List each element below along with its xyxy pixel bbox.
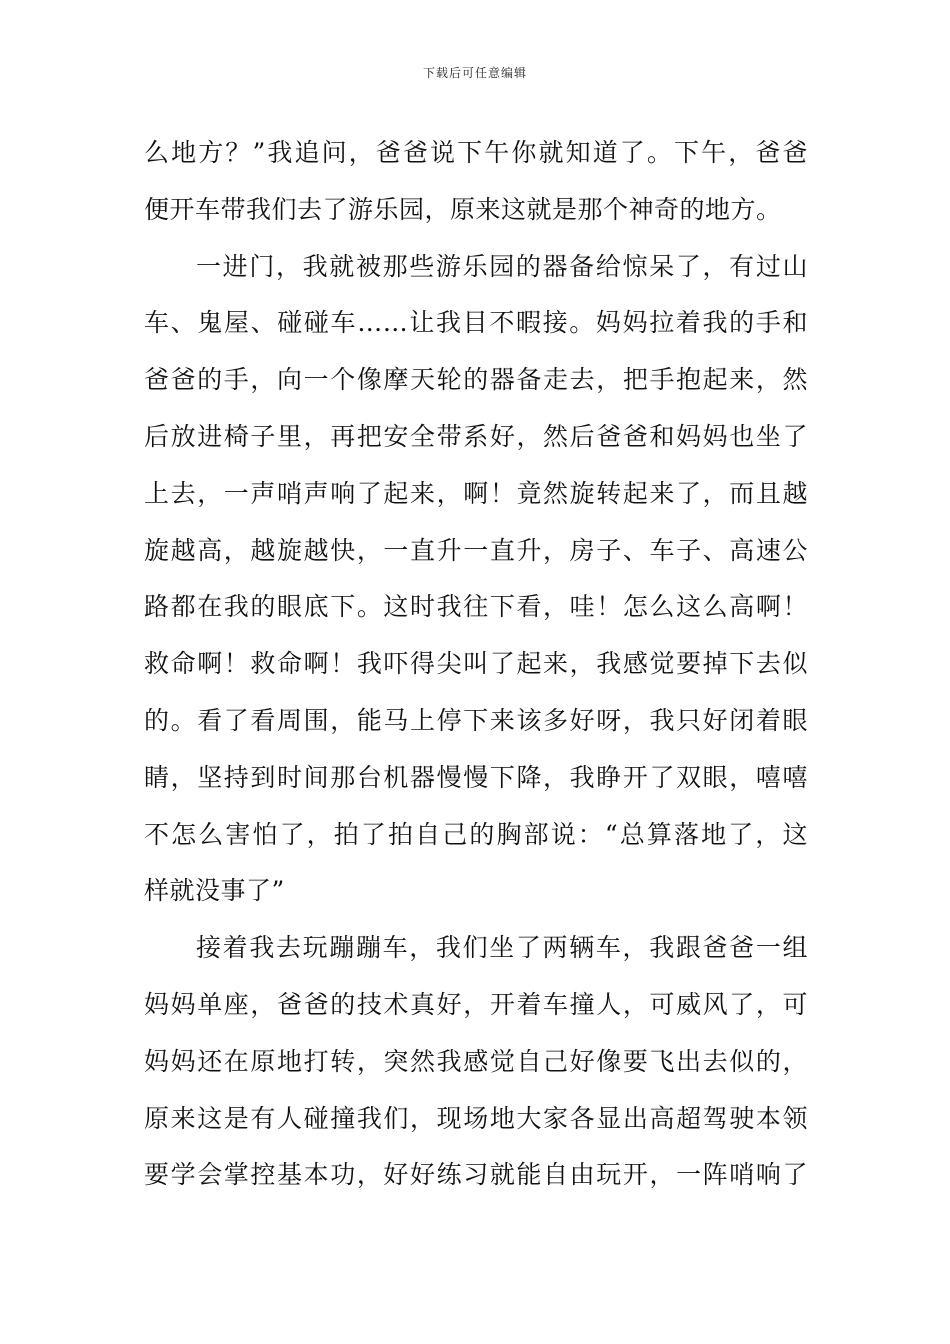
text-line: 一进门，我就被那些游乐园的器备给惊呆了，有过山: [196, 251, 808, 281]
text-line: 样就没事了”: [144, 876, 285, 906]
text-line: 接着我去玩蹦蹦车，我们坐了两辆车，我跟爸爸一组: [196, 933, 808, 963]
text-line: 要学会掌控基本功，好好练习就能自由玩开，一阵哨响了: [144, 1160, 808, 1190]
text-line: 原来这是有人碰撞我们，现场地大家各显出高超驾驶本领: [144, 1103, 808, 1133]
text-line: 么地方？”我追问，爸爸说下午你就知道了。下午，爸爸: [144, 138, 808, 167]
text-line: 救命啊！救命啊！我吓得尖叫了起来，我感觉要掉下去似: [144, 649, 808, 679]
text-line: 便开车带我们去了游乐园，原来这就是那个神奇的地方。: [144, 194, 782, 224]
text-line: 妈妈还在原地打转，突然我感觉自己好像要飞出去似的，: [144, 1046, 808, 1076]
text-line: 妈妈单座，爸爸的技术真好，开着车撞人，可威风了，可: [144, 989, 808, 1019]
text-line: 车、鬼屋、碰碰车……让我目不暇接。妈妈拉着我的手和: [144, 308, 808, 338]
text-line: 的。看了看周围，能马上停下来该多好呀，我只好闭着眼: [144, 705, 808, 735]
text-line: 路都在我的眼底下。这时我往下看，哇！怎么这么高啊！: [144, 592, 808, 622]
body-text: [144, 125, 808, 1204]
text-line: 爸爸的手，向一个像摩天轮的器备走去，把手抱起来，然: [144, 365, 808, 395]
text-line: 旋越高，越旋越快，一直升一直升，房子、车子、高速公: [144, 535, 808, 565]
text-line: 上去，一声哨声响了起来，啊！竟然旋转起来了，而且越: [144, 478, 808, 508]
text-line: 睛，坚持到时间那台机器慢慢下降，我睁开了双眼，嘻嘻: [144, 762, 808, 792]
text-line: 后放进椅子里，再把安全带系好，然后爸爸和妈妈也坐了: [144, 421, 808, 451]
page-header: 下载后可任意编辑: [422, 66, 527, 80]
text-line: 不怎么害怕了，拍了拍自己的胸部说：“总算落地了，这: [144, 819, 808, 849]
